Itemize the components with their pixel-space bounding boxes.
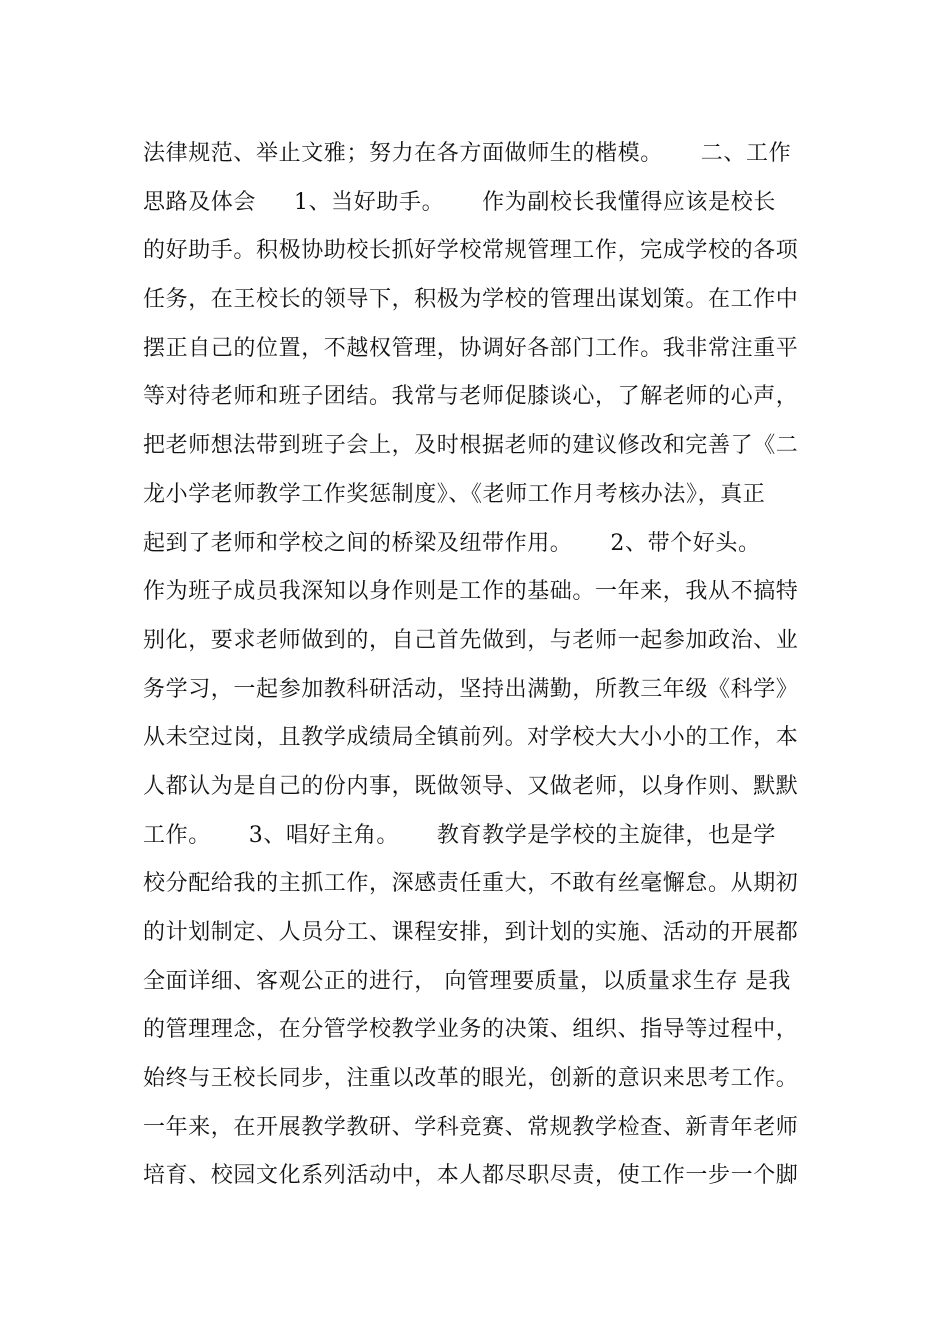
text-line: 人都认为是自己的份内事，既做领导、又做老师，以身作则、默默 — [143, 773, 799, 799]
text-line: 龙小学老师教学工作奖惩制度》、《老师工作月考核办法》，真正 — [143, 481, 766, 507]
text-line: 作为班子成员我深知以身作则是工作的基础。一年来，我从不搞特 — [143, 579, 799, 605]
text-line: 任务，在王校长的领导下，积极为学校的管理出谋划策。在工作中 — [143, 287, 799, 313]
text-line: 工作。 3、唱好主角。 教育教学是学校的主旋律，也是学 — [143, 822, 776, 848]
text-line: 务学习，一起参加教科研活动，坚持出满勤，所教三年级《科学》 — [143, 676, 799, 702]
text-line: 从未空过岗，且教学成绩局全镇前列。对学校大大小小的工作，本 — [143, 725, 799, 751]
text-line: 的管理理念，在分管学校教学业务的决策、组织、指导等过程中， — [143, 1017, 799, 1043]
text-line: 法律规范、举止文雅；努力在各方面做师生的楷模。 二、工作 — [143, 141, 792, 166]
text-line: 全面详细、客观公正的进行， 向管理要质量，以质量求生存 是我 — [143, 968, 791, 994]
text-line: 培育、校园文化系列活动中，本人都尽职尽责，使工作一步一个脚 — [143, 1163, 799, 1189]
body-text — [143, 130, 823, 1201]
text-line: 的好助手。积极协助校长抓好学校常规管理工作，完成学校的各项 — [143, 238, 799, 264]
text-line: 始终与王校长同步，注重以改革的眼光，创新的意识来思考工作。 — [143, 1066, 799, 1092]
text-line: 的计划制定、人员分工、课程安排，到计划的实施、活动的开展都 — [143, 920, 799, 945]
text-line: 别化，要求老师做到的，自己首先做到，与老师一起参加政治、业 — [143, 627, 799, 653]
text-line: 一年来，在开展教学教研、学科竞赛、常规教学检查、新青年老师 — [143, 1114, 799, 1140]
text-line: 起到了老师和学校之间的桥梁及纽带作用。 2、带个好头。 — [143, 530, 761, 556]
text-line: 等对待老师和班子团结。我常与老师促膝谈心，了解老师的心声， — [143, 384, 799, 410]
text-line: 把老师想法带到班子会上，及时根据老师的建议修改和完善了《二 — [143, 433, 799, 459]
text-line: 校分配给我的主抓工作，深感责任重大，不敢有丝毫懈怠。从期初 — [143, 871, 799, 897]
text-line: 摆正自己的位置，不越权管理，协调好各部门工作。我非常注重平 — [143, 335, 799, 361]
text-line: 思路及体会 1、当好助手。 作为副校长我懂得应该是校长 — [143, 189, 776, 215]
